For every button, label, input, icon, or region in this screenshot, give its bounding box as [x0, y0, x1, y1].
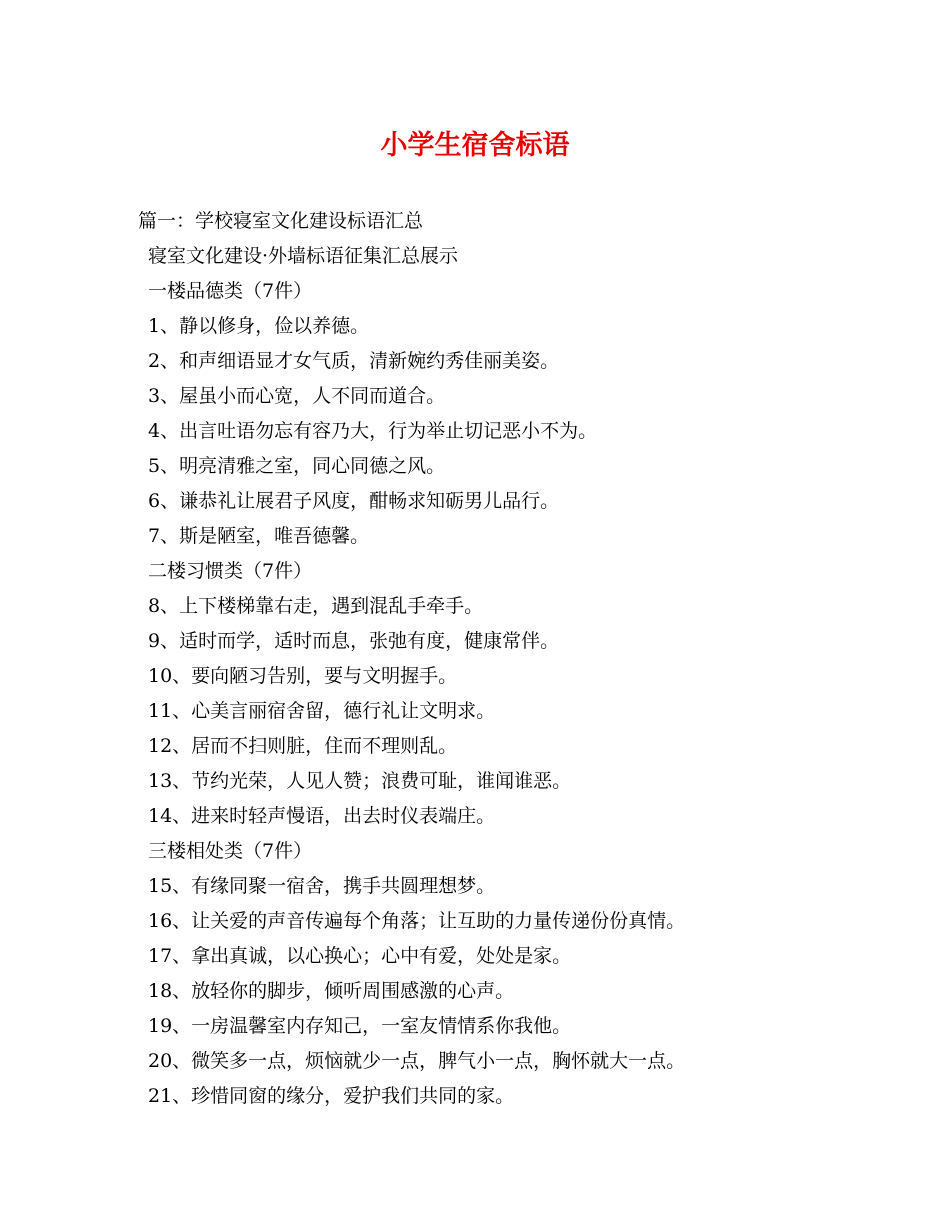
- slogan-item: 19、一房温馨室内存知己，一室友情情系你我他。: [148, 1015, 572, 1037]
- slogan-item: 21、珍惜同窗的缘分，爱护我们共同的家。: [148, 1085, 515, 1107]
- slogan-item: 11、心美言丽宿舍留，德行礼让文明求。: [148, 700, 496, 722]
- slogan-item: 4、出言吐语勿忘有容乃大，行为举止切记恶小不为。: [148, 420, 598, 442]
- slogan-item: 12、居而不扫则脏，住而不理则乱。: [148, 735, 458, 757]
- slogan-item: 20、微笑多一点，烦恼就少一点，脾气小一点，胸怀就大一点。: [148, 1050, 686, 1072]
- slogan-item: 15、有缘同聚一宿舍，携手共圆理想梦。: [148, 875, 496, 897]
- slogan-item: 10、要向陋习告别，要与文明握手。: [148, 665, 458, 687]
- section-heading: 篇一：学校寝室文化建设标语汇总: [138, 210, 424, 232]
- slogan-item: 1、静以修身，俭以养德。: [148, 315, 370, 337]
- slogan-item: 8、上下楼梯靠右走，遇到混乱手牵手。: [148, 595, 484, 617]
- slogan-item: 13、节约光荣，人见人赞；浪费可耻，谁闻谁恶。: [148, 770, 572, 792]
- slogan-item: 17、拿出真诚，以心换心；心中有爱，处处是家。: [148, 945, 572, 967]
- category-heading-floor-1: 一楼品德类（7件）: [148, 280, 313, 302]
- category-heading-floor-2: 二楼习惯类（7件）: [148, 560, 313, 582]
- subheading: 寝室文化建设·外墙标语征集汇总展示: [148, 245, 459, 267]
- document-title: 小学生宿舍标语: [380, 130, 570, 161]
- slogan-item: 6、谦恭礼让展君子风度，酣畅求知砺男儿品行。: [148, 490, 560, 512]
- category-heading-floor-3: 三楼相处类（7件）: [148, 840, 313, 862]
- slogan-item: 14、进来时轻声慢语，出去时仪表端庄。: [148, 805, 496, 827]
- slogan-item: 9、适时而学，适时而息，张弛有度，健康常伴。: [148, 630, 560, 652]
- slogan-item: 5、明亮清雅之室，同心同德之风。: [148, 455, 446, 477]
- slogan-item: 2、和声细语显才女气质，清新婉约秀佳丽美姿。: [148, 350, 560, 372]
- slogan-item: 16、让关爱的声音传遍每个角落；让互助的力量传递份份真情。: [148, 910, 686, 932]
- slogan-item: 18、放轻你的脚步，倾听周围感激的心声。: [148, 980, 515, 1002]
- slogan-item: 3、屋虽小而心宽，人不同而道合。: [148, 385, 446, 407]
- slogan-item: 7、斯是陋室，唯吾德馨。: [148, 525, 370, 547]
